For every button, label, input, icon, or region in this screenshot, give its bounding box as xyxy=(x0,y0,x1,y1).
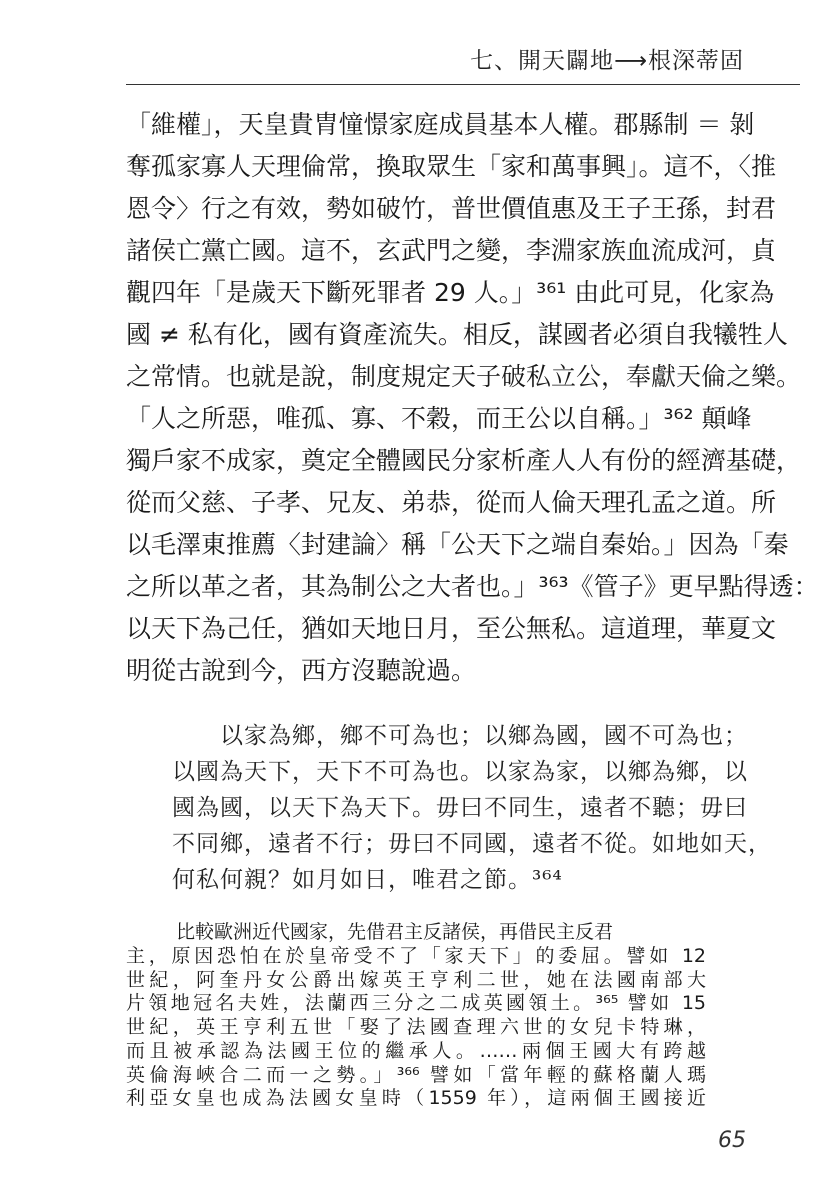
body-line: 利亞女皇也成為法國女皇時（1559 年），這兩個王國接近 xyxy=(126,1087,706,1110)
body-line: 獨戶家不成家，奠定全體國民分家析產人人有份的經濟基礎， xyxy=(126,446,802,475)
body-line: 「維權」，天皇貴胄憧憬家庭成員基本人權。郡縣制 ＝ 剝 xyxy=(126,110,755,139)
body-line: 以天下為己任，猶如天地日月，至公無私。這道理，華夏文 xyxy=(126,614,777,643)
body-line: 觀四年「是歲天下斷死罪者 29 人。」³⁶¹ 由此可見，化家為 xyxy=(126,278,775,307)
body-line: 世紀，阿奎丹女公爵出嫁英王亨利二世，她在法國南部大 xyxy=(126,968,706,991)
body-line: 以毛澤東推薦〈封建論〉稱「公天下之端自秦始。」因為「秦 xyxy=(126,530,789,559)
quote-line: 國為國，以天下為天下。毋曰不同生，遠者不聽；毋曰 xyxy=(172,795,748,821)
header-rule xyxy=(126,84,800,85)
body-line: 片領地冠名夫姓，法蘭西三分之二成英國領土。³⁶⁵ 譬如 15 xyxy=(126,992,706,1015)
body-line: 之常情。也就是說，制度規定天子破私立公，奉獻天倫之樂。 xyxy=(126,362,802,391)
quote-line-last: 何私何親？如月如日，唯君之節。³⁶⁴ xyxy=(172,867,563,893)
body-line: 英倫海峽合二而一之勢。」³⁶⁶ 譬如「當年輕的蘇格蘭人瑪 xyxy=(126,1063,706,1086)
body-line-last: 明從古說到今，西方沒聽說過。 xyxy=(126,656,477,685)
body-line: 而且被承認為法國王位的繼承人。……兩個王國大有跨越 xyxy=(126,1039,706,1062)
body-line: 國 ≠ 私有化，國有資產流失。相反，謀國者必須自我犧牲人 xyxy=(126,320,788,349)
body-line: 從而父慈、子孝、兄友、弟恭，從而人倫天理孔孟之道。所 xyxy=(126,488,777,517)
body-line: 奪孤家寡人天理倫常，換取眾生「家和萬事興」。這不，〈推 xyxy=(126,152,777,181)
running-head: 七、開天闢地⟶根深蒂固 xyxy=(470,48,744,74)
body-line: 世紀，英王亨利五世「娶了法國查理六世的女兒卡特琳， xyxy=(126,1016,706,1038)
body-line: 主，原因恐怕在於皇帝受不了「家天下」的委屈。譬如 12 xyxy=(126,944,706,967)
quote-line: 不同鄉，遠者不行；毋曰不同國，遠者不從。如地如天， xyxy=(172,831,772,857)
quote-line: 以家為鄉，鄉不可為也；以鄉為國，國不可為也； xyxy=(220,723,748,749)
body-line: 諸侯亡黨亡國。這不，玄武門之變，李淵家族血流成河，貞 xyxy=(126,236,777,265)
body-line: 之所以革之者，其為制公之大者也。」³⁶³《管子》更早點得透： xyxy=(126,572,819,601)
quote-line: 以國為天下，天下不可為也。以家為家，以鄉為鄉，以 xyxy=(172,759,748,785)
body-line: 比較歐洲近代國家，先借君主反諸侯，再借民主反君 xyxy=(176,921,614,943)
body-line: 恩令〉行之有效，勢如破竹，普世價值惠及王子王孫，封君 xyxy=(126,194,777,223)
page-number: 65 xyxy=(718,1128,746,1153)
body-line: 「人之所惡，唯孤、寡、不穀，而王公以自稱。」³⁶² 顛峰 xyxy=(126,404,752,433)
